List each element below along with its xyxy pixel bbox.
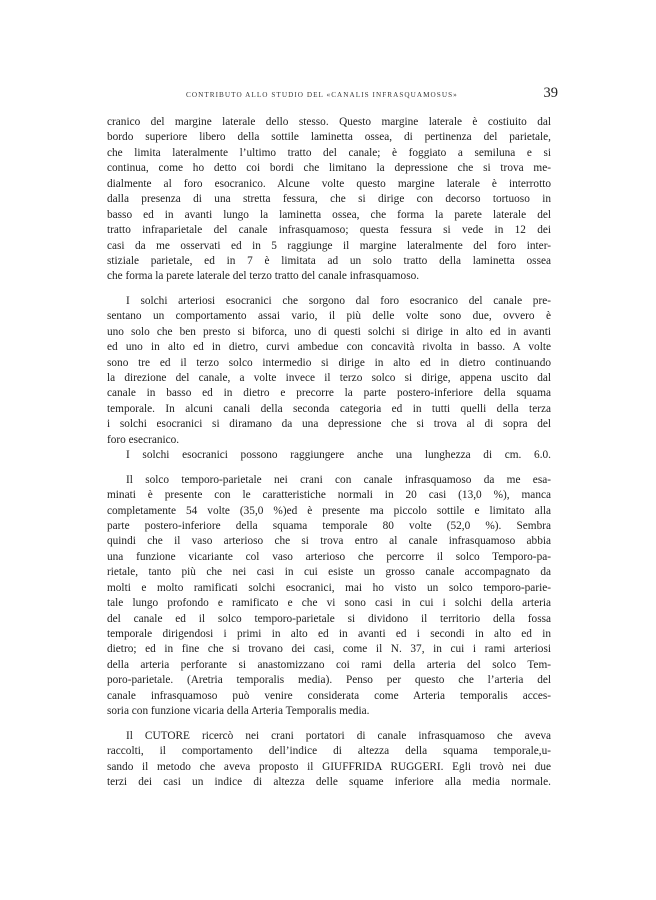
text-line: dialmente al foro esocranico. Alcune volte questo margine laterale è interrotto xyxy=(107,177,551,190)
text-line: continua, come ho detto coi bordi che limitano la depressione che si trova me- xyxy=(107,162,551,175)
paragraph xyxy=(107,448,551,463)
running-title: CONTRIBUTO ALLO STUDIO DEL «CANALIS INFRASQUAMOSUS» xyxy=(186,91,458,99)
running-head xyxy=(106,85,558,104)
text-line: terzi dei casi un indice di altezza delle squame inferiore alla media normale. xyxy=(107,775,551,788)
text-line: bordo superiore libero della sottile laminetta ossea, di pertinenza del parietale, xyxy=(107,131,551,144)
paragraph xyxy=(107,729,551,791)
text-line: Il CUTORE ricercò nei crani portatori di canale infrasquamoso che aveva xyxy=(126,729,551,742)
paragraph xyxy=(107,473,551,720)
text-line: temporale. In alcuni canali della seconda categoria ed in tutti quelli della terza xyxy=(107,402,551,415)
text-line: della arteria perforante si anastomizzano coi rami della arteria del solco Tem- xyxy=(107,658,551,671)
body-text xyxy=(107,115,551,790)
text-line: sando il metodo che aveva proposto il GIUFFRIDA RUGGERI. Egli trovò nei due xyxy=(107,760,551,773)
text-line: tale lungo profondo e ramificato e che vi sono casi in cui i solchi della arteria xyxy=(107,597,551,610)
text-line: cranico del margine laterale dello stesso. Questo margine laterale è costiuito dal xyxy=(107,116,551,128)
text-line: dalla presenza di una stretta fessura, che si dirige con decorso tortuoso in xyxy=(107,193,551,206)
text-line: molti e molto ramificati solchi esocranici, mai ho visto un solco temporo-parie- xyxy=(107,581,551,594)
text-line: uno solo che ben presto si biforca, uno di questi solchi si dirige in alto ed in avanti xyxy=(107,325,551,338)
paragraph xyxy=(107,115,551,285)
text-line: stiziale parietale, ed in 7 è limitata ad un solo tratto della laminetta ossea xyxy=(107,254,551,267)
text-line: completamente 54 volte (35,0 %)ed è presente ma piccolo sottile e limitato alla xyxy=(107,504,551,517)
text-line: rietale, tanto più che nei casi in cui esiste un grosso canale accompagnato da xyxy=(107,566,551,579)
text-line: quindi che il vaso arterioso che si trova entro al canale infrasquamoso abbia xyxy=(107,535,551,548)
text-line: canale infrasquamoso può venire considerata come Arteria temporalis acces- xyxy=(107,689,551,702)
text-line: Il solco temporo-parietale nei crani con canale infrasquamoso da me esa- xyxy=(126,473,551,486)
paragraph xyxy=(107,294,551,448)
text-line: minati è presente con le caratteristiche normali in 20 casi (13,0 %), manca xyxy=(107,489,551,502)
text-line: raccolti, il comportamento dell’indice di altezza della squama temporale,u- xyxy=(107,745,551,758)
text-line: che limita lateralmente l’ultimo tratto del canale; è foggiato a semiluna e si xyxy=(107,146,551,159)
text-line: dietro; ed in fine che si trovano dei casi, come il N. 37, in cui i rami arteriosi xyxy=(107,643,551,656)
text-line: una funzione vicariante col vaso arterioso che percorre il solco Temporo-pa- xyxy=(107,550,551,563)
text-line: basso ed in avanti lungo la laminetta ossea, che forma la parete laterale del xyxy=(107,208,551,221)
text-line: parte postero-inferiore della squama temporale 80 volte (52,0 %). Sembra xyxy=(107,519,551,532)
page-number: 39 xyxy=(543,85,558,101)
text-line: sono tre ed il terzo solco intermedio si dirige in alto ed in dietro continuando xyxy=(107,356,551,369)
text-line: ed uno in alto ed in dietro, curvi ambedue con concavità rivolta in basso. A volte xyxy=(107,341,551,354)
text-line: temporale dirigendosi i primi in alto ed in avanti ed i secondi in alto ed in xyxy=(107,628,551,640)
text-line: foro esecranico. xyxy=(107,433,180,446)
text-line: canale in basso ed in dietro e precorre la parte postero-inferiore della squama xyxy=(107,387,551,400)
text-line: I solchi esocranici possono raggiungere anche una lunghezza di cm. 6.0. xyxy=(126,449,551,462)
text-line: sentano un comportamento assai vario, il più delle volte sono due, ovvero è xyxy=(107,310,551,323)
text-line: del canale ed il solco temporo-parietale si dividono il territorio della fossa xyxy=(107,612,551,625)
text-line: tratto infraparietale del canale infrasquamoso; questa fessura si vede in 12 dei xyxy=(107,224,551,237)
text-line: soria con funzione vicaria della Arteria Temporalis media. xyxy=(107,705,370,718)
text-line: che forma la parete laterale del terzo tratto del canale infrasquamoso. xyxy=(107,270,420,283)
text-line: la direzione del canale, a volte invece il terzo solco si dirige, appena uscito dal xyxy=(107,372,551,384)
text-line: i solchi esocranici si diramano da una depressione che si trova al di sopra del xyxy=(107,418,551,431)
text-line: poro-parietale. (Aretria temporalis media). Penso per questo che l’arteria del xyxy=(107,674,551,687)
text-line: I solchi arteriosi esocranici che sorgono dal foro esocranico del canale pre- xyxy=(126,294,551,307)
text-line: casi da me osservati ed in 5 raggiunge il margine lateralmente del foro inter- xyxy=(107,239,551,252)
